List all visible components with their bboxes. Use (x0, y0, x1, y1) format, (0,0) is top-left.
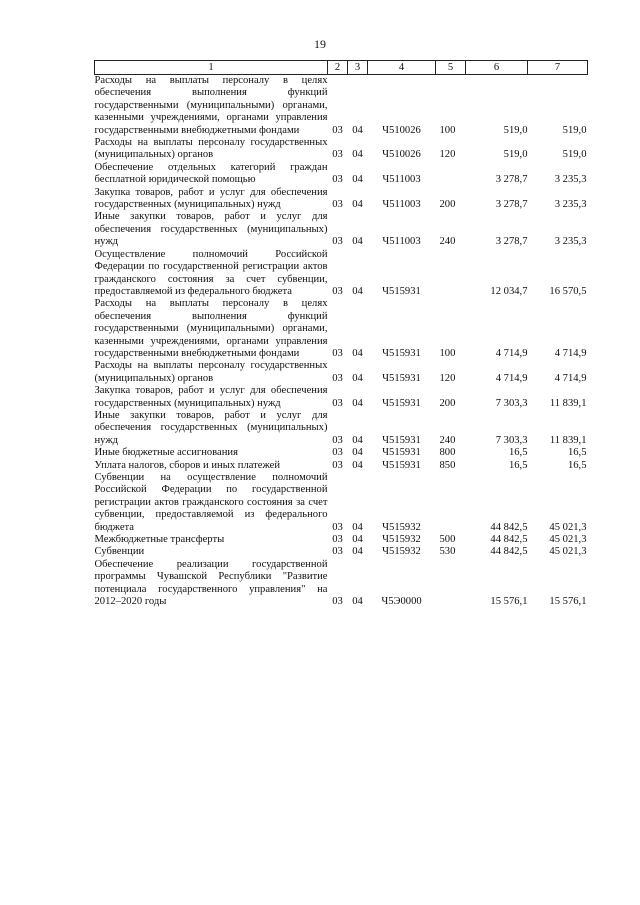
row-name: Межбюджетные трансферты (94, 534, 225, 546)
subsection-code: 04 (352, 546, 363, 558)
amount-year-1: 44 842,5 (490, 521, 528, 533)
amount-year-1: 44 842,5 (490, 546, 528, 558)
row-name: Осуществление полномочий Российской Федерации по государственной регистрации актов гражданского состояния за счет субвенции, предоставляемой из федерального бюджета (94, 248, 328, 297)
amount-year-2: 519,0 (562, 149, 587, 161)
row-name: Расходы на выплаты персоналу государственных (муниципальных) органов (94, 137, 328, 161)
amount-year-2: 4 714,9 (554, 372, 587, 384)
table-row (95, 137, 588, 162)
row-name: Расходы на выплаты персоналу в целях обеспечения выполнения функций государственными (муниципальными) органами, казенными учреждениями, органами управления государственными внебюджетными фондами (94, 298, 328, 359)
table-row (95, 534, 588, 546)
section-code: 03 (332, 285, 343, 297)
amount-year-1: 4 714,9 (495, 372, 528, 384)
amount-year-1: 12 034,7 (490, 285, 528, 297)
subsection-code: 04 (352, 434, 363, 446)
subsection-code: 04 (352, 149, 363, 161)
target-article-code: Ч515931 (382, 459, 421, 471)
subsection-code: 04 (352, 199, 363, 211)
table-row (95, 447, 588, 459)
header-col-2: 2 (328, 61, 348, 75)
amount-year-1: 3 278,7 (495, 199, 528, 211)
amount-year-2: 519,0 (562, 124, 587, 136)
target-article-code: Ч515932 (382, 534, 421, 546)
header-col-7: 7 (528, 61, 588, 75)
row-name: Обеспечение отдельных категорий граждан бесплатной юридической помощью (94, 161, 328, 186)
row-name: Субвенции (94, 546, 145, 558)
expense-type-code: 100 (439, 124, 456, 136)
expense-type-code: 530 (439, 546, 456, 558)
expense-type-code: 850 (439, 459, 456, 471)
section-code: 03 (332, 459, 343, 471)
row-name: Уплата налогов, сборов и иных платежей (94, 459, 281, 471)
amount-year-1: 44 842,5 (490, 534, 528, 546)
amount-year-2: 3 235,3 (554, 199, 587, 211)
amount-year-2: 16 570,5 (549, 285, 587, 297)
table-row (95, 472, 588, 534)
subsection-code: 04 (352, 124, 363, 136)
section-code: 03 (332, 397, 343, 409)
row-name: Расходы на выплаты персоналу государственных (муниципальных) органов (94, 360, 328, 384)
row-name: Обеспечение реализации государственной программы Чувашской Республики "Развитие потенциала государственного управления" на 2012–2020 годы (94, 558, 328, 608)
amount-year-2: 45 021,3 (549, 534, 587, 546)
section-code: 03 (332, 546, 343, 558)
amount-year-2: 15 576,1 (549, 596, 587, 608)
table-row (95, 559, 588, 609)
table-row (95, 360, 588, 385)
row-name: Закупка товаров, работ и услуг для обеспечения государственных (муниципальных) нужд (94, 186, 328, 211)
table-body (95, 75, 588, 609)
expense-type-code: 200 (439, 397, 456, 409)
section-code: 03 (332, 447, 343, 459)
expense-type-code: 120 (439, 149, 456, 161)
section-code: 03 (332, 596, 343, 608)
row-name: Иные бюджетные ассигнования (94, 447, 238, 459)
amount-year-1: 519,0 (503, 124, 528, 136)
row-name: Иные закупки товаров, работ и услуг для обеспечения государственных (муниципальных) нужд (94, 409, 328, 446)
expense-type-code (436, 472, 466, 534)
budget-table (94, 60, 588, 608)
section-code: 03 (332, 124, 343, 136)
section-code: 03 (332, 521, 343, 533)
page-number: 19 (314, 37, 326, 51)
header-col-4: 4 (368, 61, 436, 75)
amount-year-1: 15 576,1 (490, 596, 528, 608)
section-code: 03 (332, 372, 343, 384)
header-row (95, 61, 588, 75)
amount-year-1: 7 303,3 (495, 434, 528, 446)
subsection-code: 04 (352, 285, 363, 297)
header-col-1: 1 (95, 61, 328, 75)
header-col-5: 5 (436, 61, 466, 75)
row-name: Иные закупки товаров, работ и услуг для обеспечения государственных (муниципальных) нужд (94, 211, 328, 248)
table-row (95, 298, 588, 360)
subsection-code: 04 (352, 372, 363, 384)
expense-type-code: 240 (439, 236, 456, 248)
table-row (95, 546, 588, 558)
subsection-code: 04 (352, 397, 363, 409)
expense-type-code: 240 (439, 434, 456, 446)
target-article-code: Ч515931 (382, 434, 421, 446)
amount-year-1: 519,0 (503, 149, 528, 161)
expense-type-code: 120 (439, 372, 456, 384)
table-header (95, 61, 588, 75)
amount-year-1: 4 714,9 (495, 347, 528, 359)
target-article-code: Ч511003 (382, 199, 421, 211)
target-article-code: Ч515931 (382, 347, 421, 359)
amount-year-1: 16,5 (508, 459, 528, 471)
amount-year-2: 3 235,3 (554, 236, 587, 248)
amount-year-1: 16,5 (508, 447, 528, 459)
amount-year-2: 45 021,3 (549, 521, 587, 533)
expense-type-code: 100 (439, 347, 456, 359)
section-code: 03 (332, 149, 343, 161)
amount-year-2: 3 235,3 (554, 174, 587, 186)
row-name: Расходы на выплаты персоналу в целях обеспечения выполнения функций государственными (муниципальными) органами, казенными учреждениями, органами управления государственными внебюджетными фондами (94, 75, 328, 136)
expense-type-code (436, 249, 466, 299)
amount-year-2: 4 714,9 (554, 347, 587, 359)
target-article-code: Ч511003 (382, 236, 421, 248)
expense-type-code: 200 (439, 199, 456, 211)
header-col-3: 3 (348, 61, 368, 75)
table-row (95, 249, 588, 299)
amount-year-2: 16,5 (567, 447, 587, 459)
target-article-code: Ч510026 (382, 124, 421, 136)
subsection-code: 04 (352, 236, 363, 248)
section-code: 03 (332, 434, 343, 446)
table-row (95, 211, 588, 248)
subsection-code: 04 (352, 534, 363, 546)
subsection-code: 04 (352, 596, 363, 608)
section-code: 03 (332, 347, 343, 359)
expense-type-code (436, 162, 466, 187)
target-article-code: Ч515931 (382, 397, 421, 409)
section-code: 03 (332, 236, 343, 248)
table-row (95, 460, 588, 472)
table-row (95, 187, 588, 212)
table-row (95, 162, 588, 187)
target-article-code: Ч515932 (382, 521, 421, 533)
section-code: 03 (332, 534, 343, 546)
expense-type-code: 800 (439, 447, 456, 459)
amount-year-2: 11 839,1 (549, 434, 587, 446)
amount-year-1: 3 278,7 (495, 236, 528, 248)
amount-year-1: 3 278,7 (495, 174, 528, 186)
expense-type-code: 500 (439, 534, 456, 546)
table-row (95, 385, 588, 410)
target-article-code: Ч5Э0000 (381, 596, 422, 608)
subsection-code: 04 (352, 521, 363, 533)
table-row (95, 410, 588, 447)
amount-year-2: 11 839,1 (549, 397, 587, 409)
amount-year-2: 16,5 (567, 459, 587, 471)
amount-year-1: 7 303,3 (495, 397, 528, 409)
header-col-6: 6 (466, 61, 528, 75)
section-code: 03 (332, 174, 343, 186)
row-name: Субвенции на осуществление полномочий Российской Федерации по государственной регистрации актов гражданского состояния за счет субвенции, предоставляемой из федерального бюджета (94, 472, 328, 533)
expense-type-code (436, 559, 466, 609)
subsection-code: 04 (352, 347, 363, 359)
subsection-code: 04 (352, 459, 363, 471)
subsection-code: 04 (352, 447, 363, 459)
table-row (95, 75, 588, 138)
target-article-code: Ч515931 (382, 447, 421, 459)
target-article-code: Ч511003 (382, 174, 421, 186)
target-article-code: Ч515931 (382, 372, 421, 384)
row-name: Закупка товаров, работ и услуг для обеспечения государственных (муниципальных) нужд (94, 385, 328, 409)
target-article-code: Ч515932 (382, 546, 421, 558)
amount-year-2: 45 021,3 (549, 546, 587, 558)
section-code: 03 (332, 199, 343, 211)
target-article-code: Ч510026 (382, 149, 421, 161)
subsection-code: 04 (352, 174, 363, 186)
target-article-code: Ч515931 (382, 285, 421, 297)
